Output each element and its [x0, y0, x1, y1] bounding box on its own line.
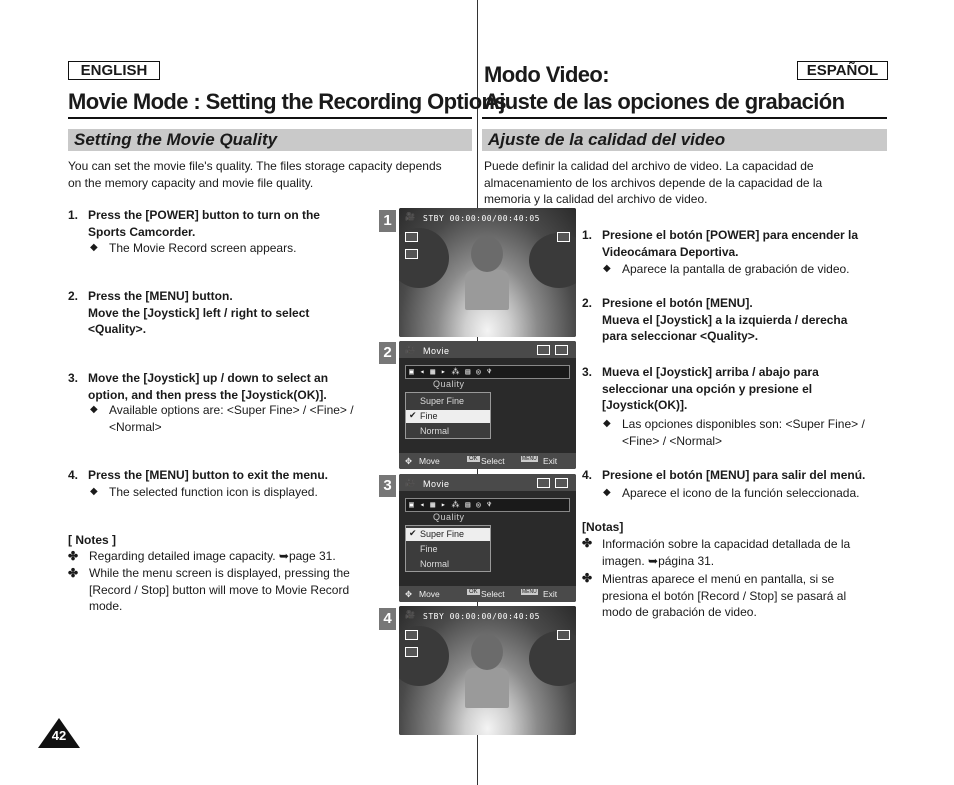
stabilizer-icon [557, 232, 570, 242]
menu-icon: MENU [522, 456, 537, 462]
section-heading-spanish: Ajuste de la calidad del video [482, 129, 887, 151]
quality-icon [405, 249, 418, 259]
footer-move: Move [419, 456, 440, 466]
child-figure [465, 668, 509, 708]
menu-tab-icons: ▣ ◂ ▦ ▸ ⁂ ▤ ◎ ♆ [409, 500, 492, 509]
screen-3-menu [399, 474, 576, 602]
menu-title: Movie [423, 479, 450, 489]
battery-icon [555, 345, 568, 355]
option-normal[interactable]: Normal [420, 559, 450, 569]
intro-english: You can set the movie file's quality. The files storage capacity depends on the memory capacity and movie file quality. [68, 159, 442, 190]
option-fine[interactable]: Fine [420, 544, 438, 554]
memory-icon [537, 345, 550, 355]
stabilizer-icon [557, 630, 570, 640]
intro-spanish: Puede definir la calidad del archivo de video. La capacidad de almacenamiento de los archivos depende de la capacidad de la memoria y la calidad del archivo de video. [484, 159, 823, 206]
menu-tabbar[interactable] [405, 498, 570, 512]
stby-readout: STBY 00:00:00/00:40:05 [423, 612, 540, 621]
resolution-icon [405, 630, 418, 640]
option-normal[interactable]: Normal [420, 426, 450, 436]
note-1-english: Regarding detailed image capacity. ➥page 31. [89, 549, 336, 563]
screen-4-record [399, 606, 576, 735]
step-badge-1: 1 [379, 210, 396, 232]
step-3-english: 3. Move the [Joystick] up / down to select an option, and then press the [Joystick(OK)]. [68, 371, 329, 402]
english-label: ENGLISH [68, 61, 160, 80]
footer-move: Move [419, 589, 440, 599]
check-icon: ✔ [409, 528, 417, 538]
screen-2-menu [399, 341, 576, 469]
step-2-spanish: 2. Presione el botón [MENU]. Mueva el [Joystick] a la izquierda / derecha para seleccionar <Quality>. [582, 296, 848, 343]
memory-icon [537, 478, 550, 488]
note-marker-icon: ✤ [582, 536, 593, 550]
camera-icon: 🎥 [405, 478, 416, 487]
menu-icon: MENU [522, 589, 537, 595]
diamond-bullet-icon: ◆ [90, 486, 98, 497]
menu-footer [399, 453, 576, 469]
step-3-bullet-es: Las opciones disponibles son: <Super Fine> / <Fine> / <Normal> [622, 417, 865, 448]
diamond-bullet-icon: ◆ [90, 242, 98, 253]
check-icon: ✔ [409, 410, 417, 420]
option-fine[interactable]: Fine [406, 410, 490, 423]
footer-exit: Exit [543, 589, 558, 599]
footer-select: Select [481, 456, 505, 466]
joystick-icon: ✥ [405, 456, 413, 466]
footer-exit: Exit [543, 456, 558, 466]
notes-label-english: [ Notes ] [68, 533, 116, 547]
menu-tab-label: Quality [433, 379, 465, 389]
ok-icon: OK [469, 589, 478, 595]
note-1-spanish: Información sobre la capacidad detallada de la imagen. ➥página 31. [602, 537, 851, 568]
battery-icon [555, 478, 568, 488]
quality-options [405, 392, 491, 439]
quality-options [405, 525, 491, 572]
notes-label-spanish: [Notas] [582, 520, 624, 534]
resolution-icon [405, 232, 418, 242]
camera-icon: 🎥 [405, 345, 416, 354]
step-3-bullet: Available options are: <Super Fine> / <Fine> / <Normal> [109, 403, 354, 434]
quality-icon [405, 647, 418, 657]
step-badge-3: 3 [379, 475, 396, 497]
footer-select: Select [481, 589, 505, 599]
stby-readout: STBY 00:00:00/00:40:05 [423, 214, 540, 223]
step-1-bullet: The Movie Record screen appears. [109, 241, 297, 255]
ok-icon: OK [469, 456, 478, 462]
step-badge-4: 4 [379, 608, 396, 630]
step-1-spanish: 1. Presione el botón [POWER] para encender la Videocámara Deportiva. [582, 228, 859, 259]
menu-tab-label: Quality [433, 512, 465, 522]
camera-icon: 🎥 [405, 610, 416, 619]
menu-tabbar[interactable] [405, 365, 570, 379]
option-super-fine[interactable]: Super Fine [406, 528, 490, 541]
page-title-spanish-2: Ajuste de las opciones de grabación [484, 89, 845, 114]
note-2-english: While the menu screen is displayed, pressing the [Record / Stop] button will move to Movie Record mode. [89, 566, 350, 613]
title-rule [68, 117, 472, 119]
note-marker-icon: ✤ [68, 566, 79, 580]
section-heading-english: Setting the Movie Quality [68, 129, 472, 151]
joystick-icon: ✥ [405, 589, 413, 599]
step-1-english: 1. Press the [POWER] button to turn on the Sports Camcorder. [68, 208, 320, 239]
note-2-spanish: Mientras aparece el menú en pantalla, si se presiona el botón [Record / Stop] se pasará al modo de grabación de video. [602, 572, 847, 619]
step-4-spanish: 4. Presione el botón [MENU] para salir del menú. [582, 468, 866, 482]
child-figure [465, 270, 509, 310]
note-marker-icon: ✤ [582, 571, 593, 585]
spanish-label: ESPAÑOL [797, 61, 888, 80]
step-2-english: 2. Press the [MENU] button. Move the [Joystick] left / right to select <Quality>. [68, 289, 310, 336]
step-1-bullet-es: Aparece la pantalla de grabación de video. [622, 262, 850, 276]
screen-1-record [399, 208, 576, 337]
step-3-spanish: 3. Mueva el [Joystick] arriba / abajo para seleccionar una opción y presione el [Joystick(OK)]. [582, 365, 819, 412]
menu-footer [399, 586, 576, 602]
step-4-bullet: The selected function icon is displayed. [109, 485, 318, 499]
step-4-english: 4. Press the [MENU] button to exit the menu. [68, 468, 329, 482]
page-title-english: Movie Mode : Setting the Recording Options [68, 89, 507, 114]
step-badge-2: 2 [379, 342, 396, 364]
step-4-bullet-es: Aparece el icono de la función seleccionada. [622, 486, 860, 500]
menu-title: Movie [423, 346, 450, 356]
option-super-fine[interactable]: Super Fine [420, 396, 465, 406]
page-number: 42 [51, 728, 67, 743]
diamond-bullet-icon: ◆ [90, 404, 98, 415]
note-marker-icon: ✤ [68, 549, 79, 563]
diamond-bullet-icon: ◆ [603, 487, 611, 498]
menu-tab-icons: ▣ ◂ ▦ ▸ ⁂ ▤ ◎ ♆ [409, 367, 492, 376]
diamond-bullet-icon: ◆ [603, 418, 611, 429]
page-title-spanish-1: Modo Video: [484, 62, 609, 87]
camera-icon: 🎥 [405, 212, 416, 221]
diamond-bullet-icon: ◆ [603, 263, 611, 274]
title-rule [482, 117, 887, 119]
